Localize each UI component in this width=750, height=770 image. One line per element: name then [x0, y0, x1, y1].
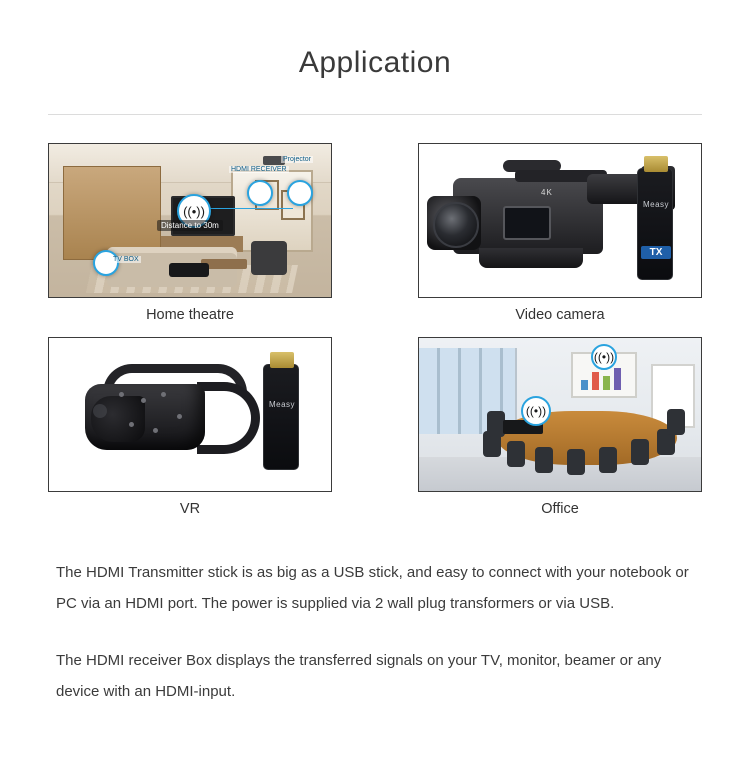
chart-bar	[592, 372, 599, 390]
paragraph-receiver: The HDMI receiver Box displays the transferred signals on your TV, monitor, beamer or any device with an HDMI-input.	[56, 652, 662, 701]
camera-lens	[433, 202, 479, 248]
gallery-item-vr	[48, 337, 332, 521]
chair	[567, 449, 585, 475]
gallery-item-office	[418, 337, 702, 521]
signal-line	[199, 208, 293, 209]
stick-brand-label: Measy	[642, 200, 670, 210]
vr-face-cushion	[91, 396, 145, 442]
stick-tx-label: TX	[641, 246, 671, 259]
video-camera-image	[418, 143, 702, 298]
caption-video-camera: Video camera	[515, 307, 605, 324]
hdmi-connector	[644, 156, 668, 172]
vr-image	[48, 337, 332, 492]
vr-scene	[49, 338, 331, 491]
conference-room-scene	[419, 338, 701, 491]
armchair	[251, 241, 287, 275]
projector-label: Projector	[283, 156, 312, 164]
camcorder-scene	[419, 144, 701, 297]
projector-callout	[287, 180, 313, 206]
wifi-icon: ((•))	[183, 203, 205, 219]
home-theatre-image	[48, 143, 332, 298]
tvbox-label: TV BOX	[113, 256, 139, 264]
hdmi-connector	[270, 352, 294, 368]
transmitter-stick	[637, 168, 673, 280]
chair	[507, 441, 525, 467]
gallery-item-video-camera	[418, 143, 702, 327]
gallery-item-home-theatre	[48, 143, 332, 327]
application-page	[0, 20, 750, 770]
chart-bar	[603, 376, 610, 390]
chair	[631, 439, 649, 465]
transmitter-stick	[263, 364, 299, 470]
office-image	[418, 337, 702, 492]
wifi-icon: ((•))	[525, 404, 547, 419]
caption-home-theatre: Home theatre	[146, 307, 234, 324]
wifi-callout	[521, 396, 551, 426]
chart-bar	[581, 380, 588, 390]
resolution-badge: 4K	[541, 188, 553, 198]
caption-vr: VR	[179, 501, 201, 518]
caption-office: Office	[541, 501, 579, 518]
wifi-callout-display	[591, 344, 617, 370]
stick-brand-label: Measy	[268, 400, 296, 410]
tv-box-device	[169, 263, 209, 277]
chair	[667, 409, 685, 435]
page-title: Application	[298, 46, 452, 80]
application-gallery	[48, 143, 702, 531]
wifi-icon: ((•))	[593, 350, 615, 365]
lcd-screen	[503, 206, 551, 240]
tvbox-callout	[93, 250, 119, 276]
receiver-label: HDMI RECEIVER	[231, 166, 287, 174]
wall-panel	[63, 166, 161, 260]
description-block	[48, 531, 702, 707]
chart-bar	[614, 368, 621, 390]
chair	[535, 447, 553, 473]
distance-label: Distance to 30m	[157, 220, 223, 231]
chair	[599, 447, 617, 473]
camcorder-grip	[479, 248, 583, 268]
paragraph-transmitter: The HDMI Transmitter stick is as big as a USB stick, and easy to connect with your notebook or PC via an HDMI port. The power is supplied via 2 wall plug transformers or via USB.	[56, 564, 689, 613]
living-room-scene	[49, 144, 331, 297]
title-divider	[48, 114, 702, 115]
receiver-callout	[247, 180, 273, 206]
